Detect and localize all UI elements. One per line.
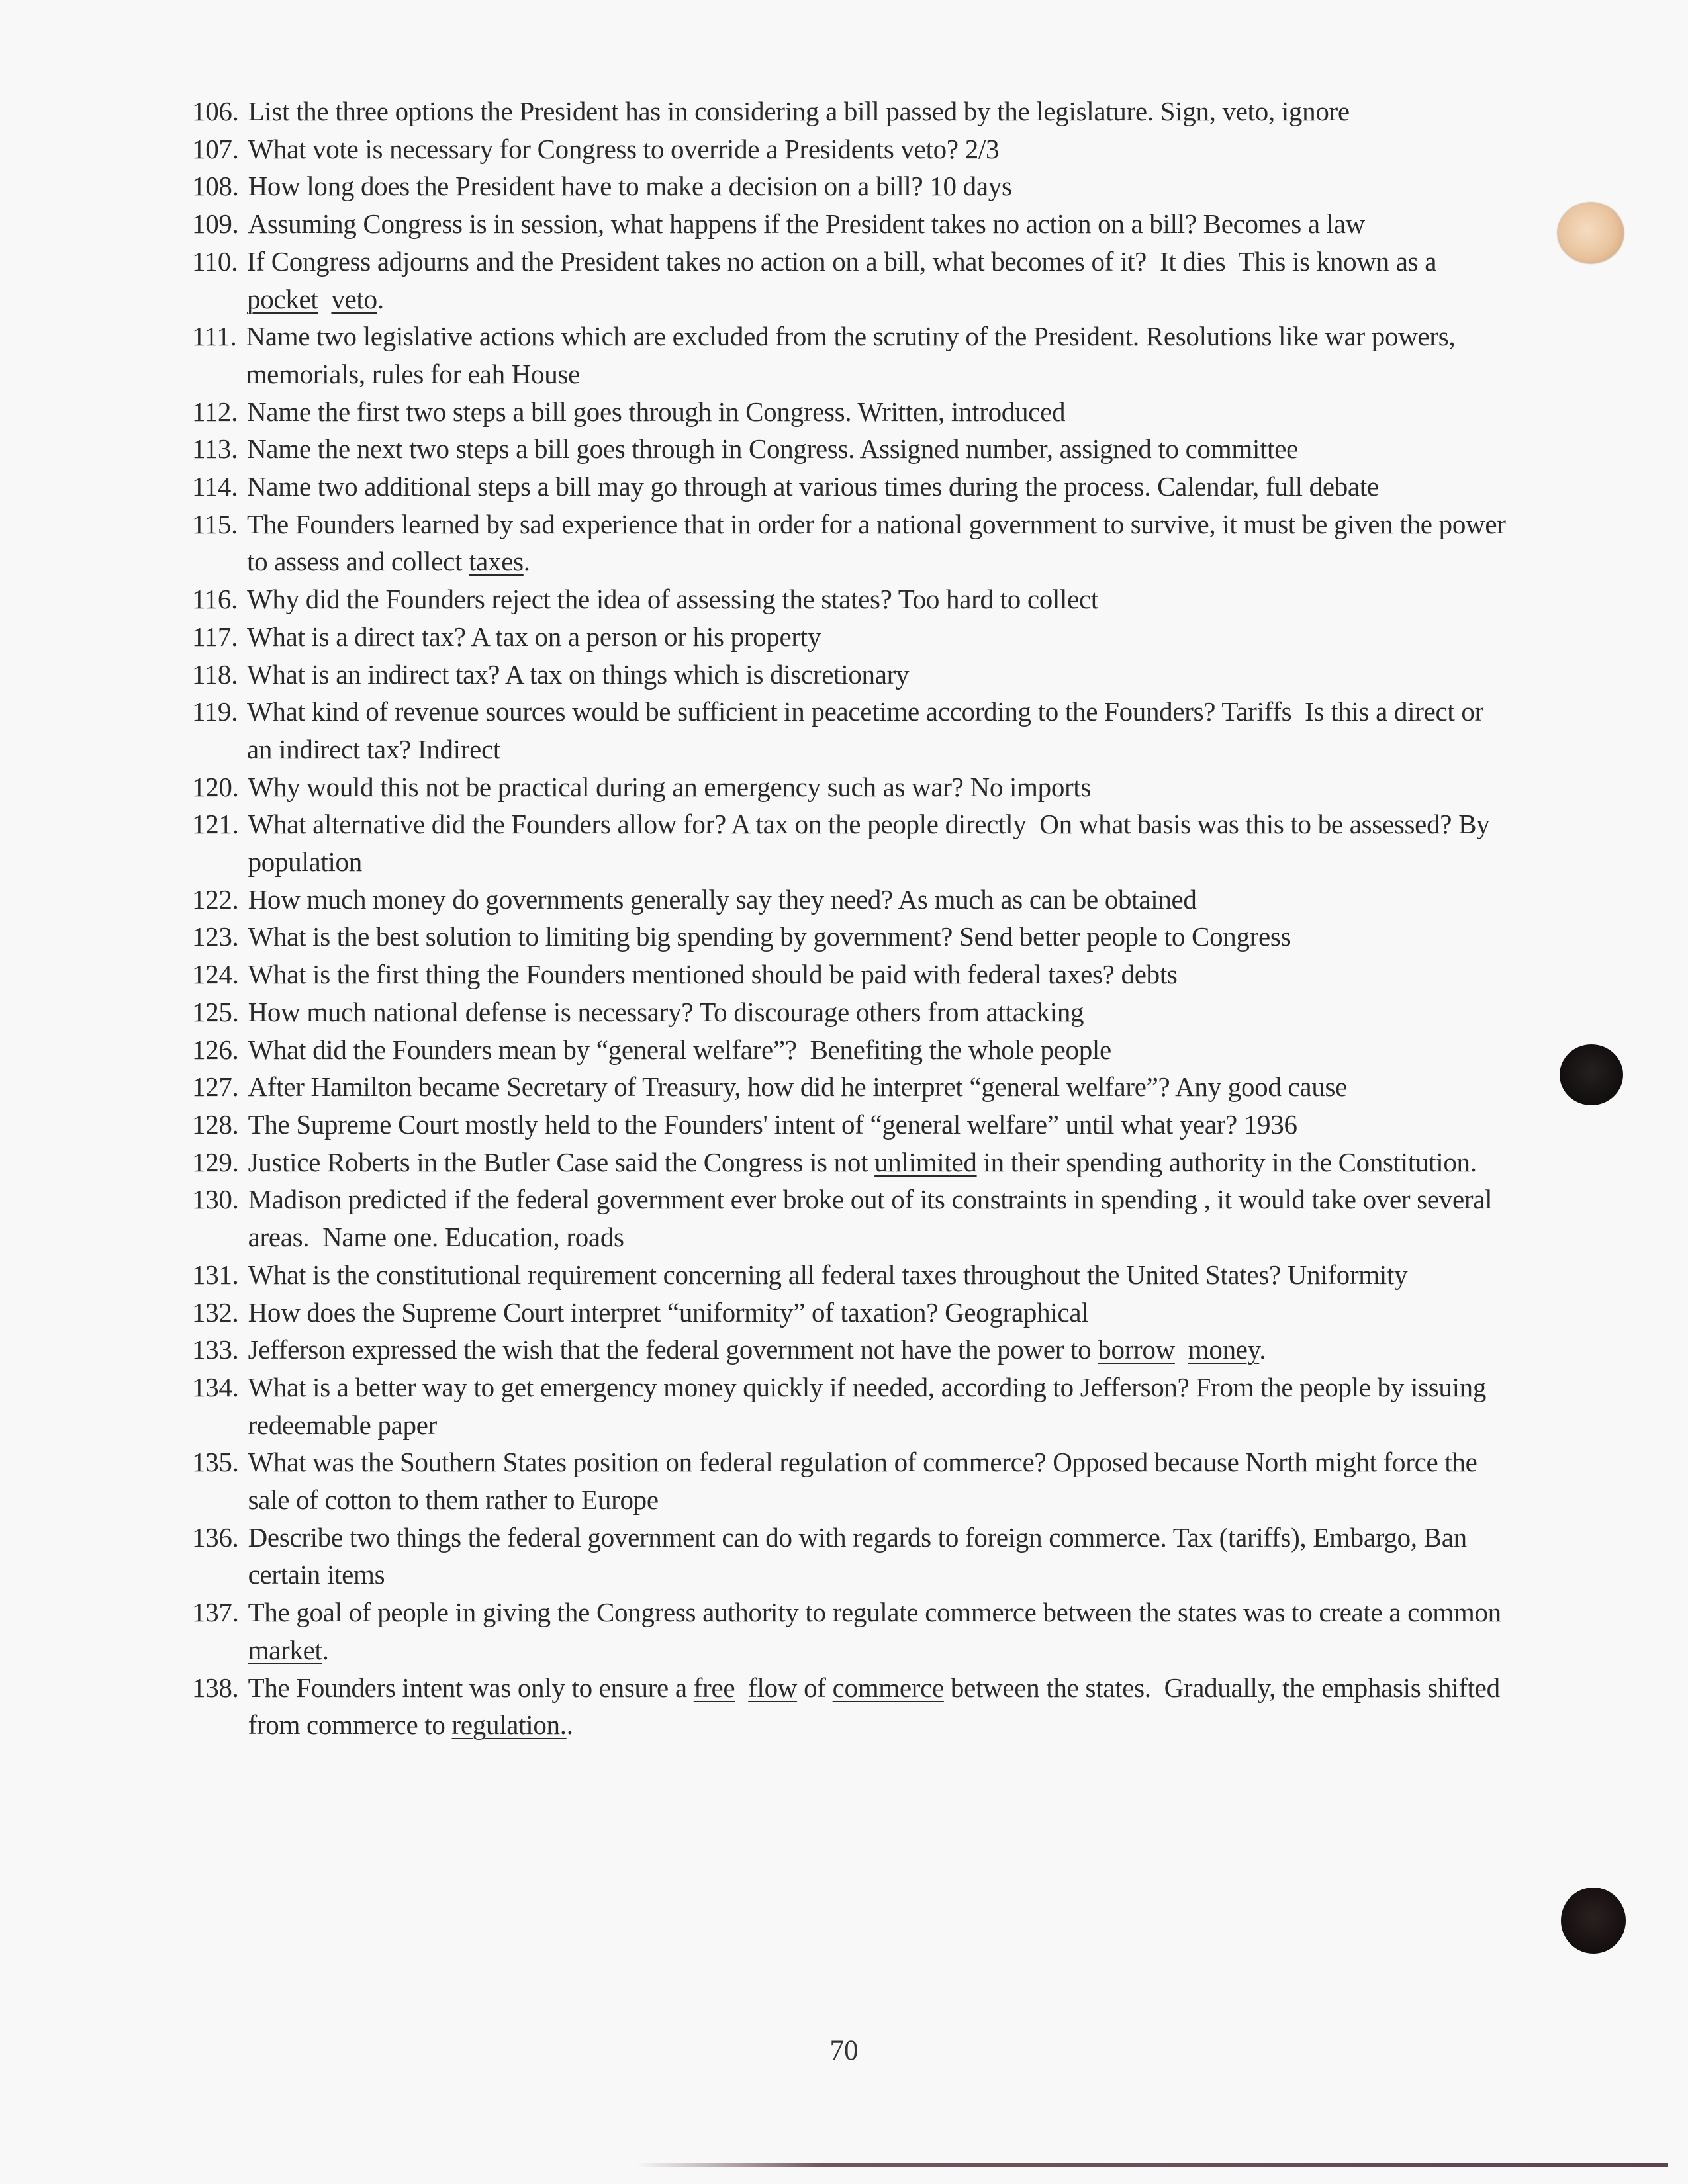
question-item [192, 1669, 1509, 1744]
question-item [192, 468, 1509, 506]
question-number: 133. [192, 1334, 239, 1365]
text-segment: What kind of revenue sources would be sufficient in peacetime according to the Founders? Tariffs Is this a direct or an indirect tax? Indirect [247, 696, 1490, 764]
text-segment: . [322, 1634, 329, 1665]
question-text [239, 1594, 1509, 1668]
text-segment: Assuming Congress is in session, what happens if the President takes no action on a bill? Becomes a law [248, 208, 1365, 240]
text-segment: What alternative did the Founders allow for? A tax on the people directly On what basis was this to be assessed? By population [248, 809, 1497, 878]
question-item [192, 618, 1509, 656]
question-number: 131. [192, 1259, 239, 1290]
text-segment [735, 1672, 748, 1703]
underlined-answer: regulation. [451, 1709, 567, 1741]
text-segment: The Founders intent was only to ensure a [248, 1672, 694, 1703]
text-segment: What is the constitutional requirement concerning all federal taxes throughout the United States? Uniformity [248, 1259, 1408, 1290]
question-item [192, 956, 1509, 993]
question-number: 126. [192, 1034, 239, 1065]
question-item [192, 167, 1509, 205]
question-number: 128. [192, 1109, 239, 1140]
question-item [192, 1068, 1509, 1106]
text-segment: Why would this not be practical during an emergency such as war? No imports [248, 771, 1092, 802]
question-text [239, 805, 1509, 880]
question-item [192, 430, 1509, 468]
text-segment: Why did the Founders reject the idea of assessing the states? Too hard to collect [247, 584, 1099, 615]
text-segment: between the states. Gradually, the emphasis shifted from commerce to [248, 1672, 1507, 1741]
text-segment: What did the Founders mean by “general welfare”? Benefiting the whole people [248, 1034, 1111, 1065]
text-segment: The Founders learned by sad experience that in order for a national government to survive, it must be given the power to assess and collect [247, 508, 1513, 577]
text-segment: . [523, 546, 530, 577]
question-number: 119. [192, 696, 238, 727]
question-number: 136. [192, 1522, 239, 1553]
question-item [192, 693, 1509, 768]
punch-hole-top [1558, 203, 1624, 263]
question-list [192, 93, 1513, 1744]
question-text [238, 693, 1509, 768]
question-text [239, 1443, 1509, 1518]
text-segment: of [797, 1672, 833, 1703]
text-segment: Name the first two steps a bill goes through in Congress. Written, introduced [247, 396, 1066, 427]
question-number: 130. [192, 1184, 239, 1215]
question-text [239, 1031, 1509, 1069]
question-item [192, 805, 1509, 880]
question-number: 111. [192, 321, 237, 352]
question-text [239, 1144, 1509, 1181]
question-text [239, 1369, 1509, 1443]
question-text [239, 1068, 1509, 1106]
question-number: 137. [192, 1597, 239, 1628]
question-item [192, 1031, 1509, 1069]
question-item [192, 580, 1509, 618]
question-number: 109. [192, 208, 239, 240]
question-number: 121. [192, 809, 239, 840]
text-segment: What is the best solution to limiting big spending by government? Send better people to Congress [248, 921, 1291, 952]
underlined-answer: unlimited [874, 1146, 977, 1177]
question-item [192, 93, 1509, 130]
question-number: 123. [192, 921, 239, 952]
question-item [192, 318, 1509, 392]
question-text [238, 656, 1509, 694]
question-item [192, 656, 1509, 694]
question-text [238, 618, 1509, 656]
question-text [239, 956, 1509, 993]
question-number: 124. [192, 959, 239, 990]
underlined-answer: pocket [247, 283, 318, 314]
question-text [239, 1331, 1509, 1369]
question-number: 120. [192, 771, 239, 802]
text-segment: What was the Southern States position on federal regulation of commerce? Opposed because North might force the sale of cotton to them rather to Europe [248, 1447, 1484, 1516]
text-segment: How long does the President have to make a decision on a bill? 10 days [248, 171, 1012, 202]
text-segment: How much money do governments generally say they need? As much as can be obtained [248, 884, 1197, 915]
text-segment: What is the first thing the Founders mentioned should be paid with federal taxes? debts [248, 959, 1178, 990]
question-number: 106. [192, 96, 239, 126]
question-item [192, 1106, 1509, 1144]
text-segment: What is an indirect tax? A tax on things which is discretionary [247, 659, 910, 690]
question-text [238, 430, 1509, 468]
underlined-answer: veto [331, 283, 377, 314]
text-segment: If Congress adjourns and the President takes no action on a bill, what becomes of it? It dies This is known as a [247, 246, 1444, 277]
text-segment: Name two legislative actions which are excluded from the scrutiny of the President. Resolutions like war powers, memorials, rules for eah House [246, 321, 1462, 389]
text-segment: Name the next two steps a bill goes through in Congress. Assigned number, assigned to committee [247, 433, 1299, 465]
text-segment: . [1259, 1334, 1266, 1365]
question-text [239, 1256, 1509, 1294]
question-item [192, 1594, 1509, 1668]
question-item [192, 1331, 1509, 1369]
question-item [192, 918, 1509, 956]
question-item [192, 1256, 1509, 1294]
question-text [238, 468, 1509, 506]
question-text [239, 881, 1509, 919]
question-text [239, 768, 1509, 806]
question-item [192, 881, 1509, 919]
question-text [239, 993, 1509, 1031]
text-segment: Justice Roberts in the Butler Case said the Congress is not [248, 1146, 875, 1177]
question-text [238, 506, 1513, 580]
text-segment: List the three options the President has in considering a bill passed by the legislature. Sign, veto, ignore [248, 96, 1350, 126]
text-segment: What is a better way to get emergency money quickly if needed, according to Jefferson? From the people by issuing redeemable paper [248, 1371, 1493, 1440]
question-item [192, 1369, 1509, 1443]
text-segment: What is a direct tax? A tax on a person or his property [247, 621, 821, 652]
page-number: 70 [829, 2035, 859, 2066]
text-segment: How much national defense is necessary? To discourage others from attacking [248, 996, 1084, 1027]
question-number: 116. [192, 584, 238, 615]
question-text [239, 1106, 1509, 1144]
underlined-answer: taxes [469, 546, 524, 577]
question-text [239, 130, 1509, 168]
question-number: 115. [192, 508, 238, 539]
underlined-answer: flow [748, 1672, 798, 1703]
question-number: 132. [192, 1297, 239, 1328]
text-segment: Name two additional steps a bill may go through at various times during the process. Calendar, full debate [247, 471, 1379, 502]
question-item [192, 243, 1509, 318]
question-number: 125. [192, 996, 239, 1027]
question-number: 122. [192, 884, 239, 915]
bottom-edge-line [635, 2163, 1668, 2167]
question-item [192, 1144, 1509, 1181]
question-number: 135. [192, 1447, 239, 1478]
text-segment: . [566, 1709, 573, 1741]
punch-hole-bottom [1561, 1888, 1626, 1954]
underlined-answer: commerce [832, 1672, 944, 1703]
question-number: 114. [192, 471, 238, 502]
question-number: 110. [192, 246, 238, 277]
question-number: 108. [192, 171, 239, 202]
text-segment: . [377, 283, 384, 314]
underlined-answer: market [248, 1634, 322, 1665]
question-number: 134. [192, 1371, 239, 1402]
question-text [239, 918, 1509, 956]
question-item [192, 1519, 1509, 1594]
question-text [237, 318, 1509, 392]
question-number: 138. [192, 1672, 239, 1703]
underlined-answer: free [693, 1672, 735, 1703]
question-text [239, 1669, 1509, 1744]
question-item [192, 768, 1509, 806]
underlined-answer: borrow [1098, 1334, 1175, 1365]
question-number: 127. [192, 1071, 239, 1103]
question-text [239, 93, 1509, 130]
question-item [192, 1181, 1509, 1255]
question-number: 129. [192, 1146, 239, 1177]
text-segment: The Supreme Court mostly held to the Founders' intent of “general welfare” until what year? 1936 [248, 1109, 1297, 1140]
text-segment [318, 284, 332, 314]
question-text [238, 243, 1509, 318]
question-number: 113. [192, 433, 238, 465]
text-segment: The goal of people in giving the Congress authority to regulate commerce between the states was to create a common [248, 1597, 1508, 1628]
question-text [239, 1181, 1509, 1255]
text-segment: What vote is necessary for Congress to override a Presidents veto? 2/3 [248, 133, 1000, 164]
question-number: 118. [192, 659, 238, 690]
text-segment: in their spending authority in the Constitution. [976, 1146, 1477, 1177]
question-item [192, 393, 1509, 431]
underlined-answer: money [1188, 1334, 1260, 1365]
question-item [192, 1294, 1509, 1332]
text-segment: How does the Supreme Court interpret “uniformity” of taxation? Geographical [248, 1297, 1089, 1328]
text-segment: Madison predicted if the federal government ever broke out of its constraints in spending , it would take over several areas. Name one. Education, roads [248, 1184, 1499, 1253]
question-item [192, 130, 1509, 168]
text-segment: After Hamilton became Secretary of Treasury, how did he interpret “general welfare”? Any good cause [248, 1071, 1348, 1103]
question-text [239, 205, 1509, 243]
question-text [239, 167, 1509, 205]
question-item [192, 1443, 1509, 1518]
question-text [238, 393, 1509, 431]
question-item [192, 205, 1509, 243]
question-number: 107. [192, 133, 239, 164]
question-text [238, 580, 1509, 618]
text-segment: Jefferson expressed the wish that the federal government not have the power to [248, 1334, 1098, 1365]
text-segment: Describe two things the federal government can do with regards to foreign commerce. Tax (tariffs), Embargo, Ban certain items [248, 1522, 1474, 1590]
question-item [192, 506, 1513, 580]
question-number: 112. [192, 396, 238, 427]
question-item [192, 993, 1509, 1031]
question-number: 117. [192, 621, 238, 652]
text-segment [1175, 1334, 1188, 1365]
question-text [239, 1519, 1509, 1594]
question-text [239, 1294, 1509, 1332]
punch-hole-middle [1560, 1044, 1623, 1105]
